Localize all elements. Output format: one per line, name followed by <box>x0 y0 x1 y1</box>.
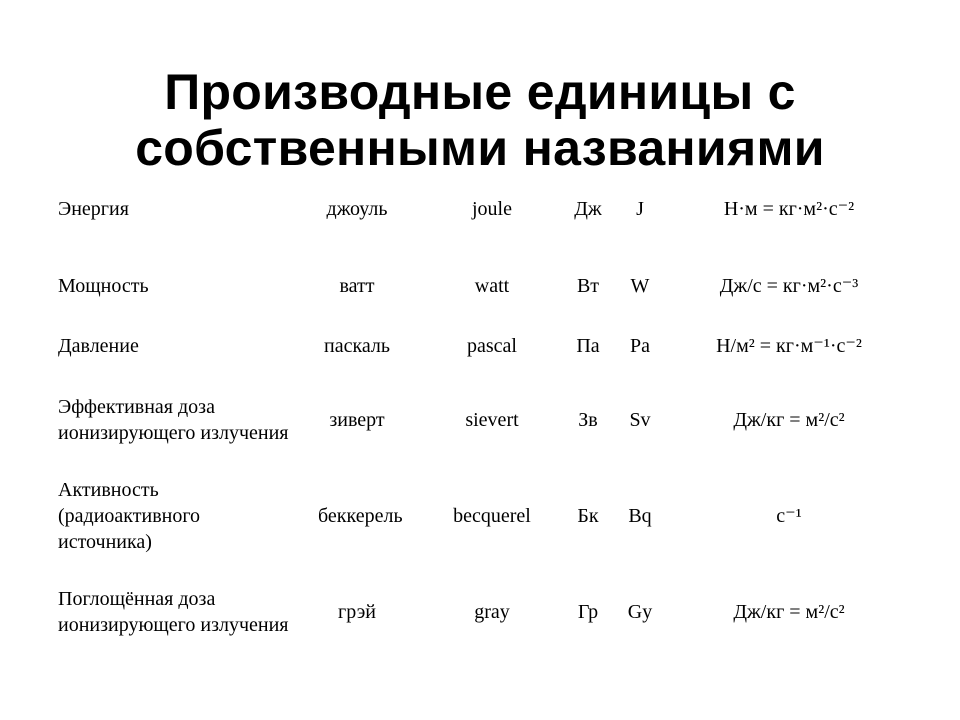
unit-name-ru-cell: грэй <box>338 601 376 623</box>
expression-cell: с⁻¹ <box>776 505 802 527</box>
expression-cell: Дж/кг = м²/с² <box>733 601 845 623</box>
expression-cell: Н·м = кг·м²·с⁻² <box>723 198 855 220</box>
table-row-pressure <box>42 316 912 376</box>
page-title <box>0 64 960 176</box>
symbol-intl-cell: W <box>630 275 650 297</box>
unit-name-en-cell: joule <box>472 198 512 220</box>
symbol-ru-cell: Бк <box>577 505 599 527</box>
quantity-cell: Активность (радиоактивного источника) <box>58 479 201 553</box>
table-row-effective-dose <box>42 376 912 464</box>
table-row-activity <box>42 464 912 568</box>
quantity-cell: Энергия <box>58 198 129 220</box>
title-line-2: собственными названиями <box>135 119 825 176</box>
unit-name-ru-cell: паскаль <box>323 335 391 357</box>
symbol-intl-cell: Bq <box>628 505 652 527</box>
unit-name-en-cell: gray <box>474 601 510 623</box>
symbol-intl-cell: Gy <box>627 601 653 623</box>
symbol-intl-cell: J <box>636 198 644 220</box>
unit-name-ru-cell: ватт <box>339 275 375 297</box>
quantity-cell: Мощность <box>58 275 149 297</box>
derived-units-table <box>42 178 912 656</box>
title-line-1: Производные единицы с <box>164 63 796 120</box>
quantity-cell: Давление <box>58 335 139 357</box>
symbol-ru-cell: Па <box>576 335 600 357</box>
symbol-ru-cell: Зв <box>578 409 598 431</box>
quantity-cell: Поглощённая доза ионизирующего излучения <box>58 588 289 636</box>
table-row-power <box>42 256 912 316</box>
symbol-ru-cell: Дж <box>574 198 602 220</box>
unit-name-ru-cell: беккерель <box>318 505 403 527</box>
unit-name-en-cell: pascal <box>467 335 517 357</box>
unit-name-ru-cell: джоуль <box>326 198 388 220</box>
quantity-cell: Эффективная доза ионизирующего излучения <box>58 396 289 444</box>
unit-name-en-cell: watt <box>474 275 510 297</box>
table-row-absorbed-dose <box>42 568 912 656</box>
symbol-intl-cell: Sv <box>629 409 651 431</box>
symbol-ru-cell: Гр <box>577 601 599 623</box>
expression-cell: Дж/кг = м²/с² <box>733 409 845 431</box>
symbol-intl-cell: Pa <box>630 335 650 357</box>
expression-cell: Н/м² = кг·м⁻¹·с⁻² <box>716 335 862 357</box>
symbol-ru-cell: Вт <box>576 275 600 297</box>
unit-name-ru-cell: зиверт <box>329 409 385 431</box>
table-row-energy <box>42 178 912 256</box>
unit-name-en-cell: sievert <box>465 409 519 431</box>
unit-name-en-cell: becquerel <box>453 505 531 527</box>
expression-cell: Дж/с = кг·м²·с⁻³ <box>719 275 859 297</box>
